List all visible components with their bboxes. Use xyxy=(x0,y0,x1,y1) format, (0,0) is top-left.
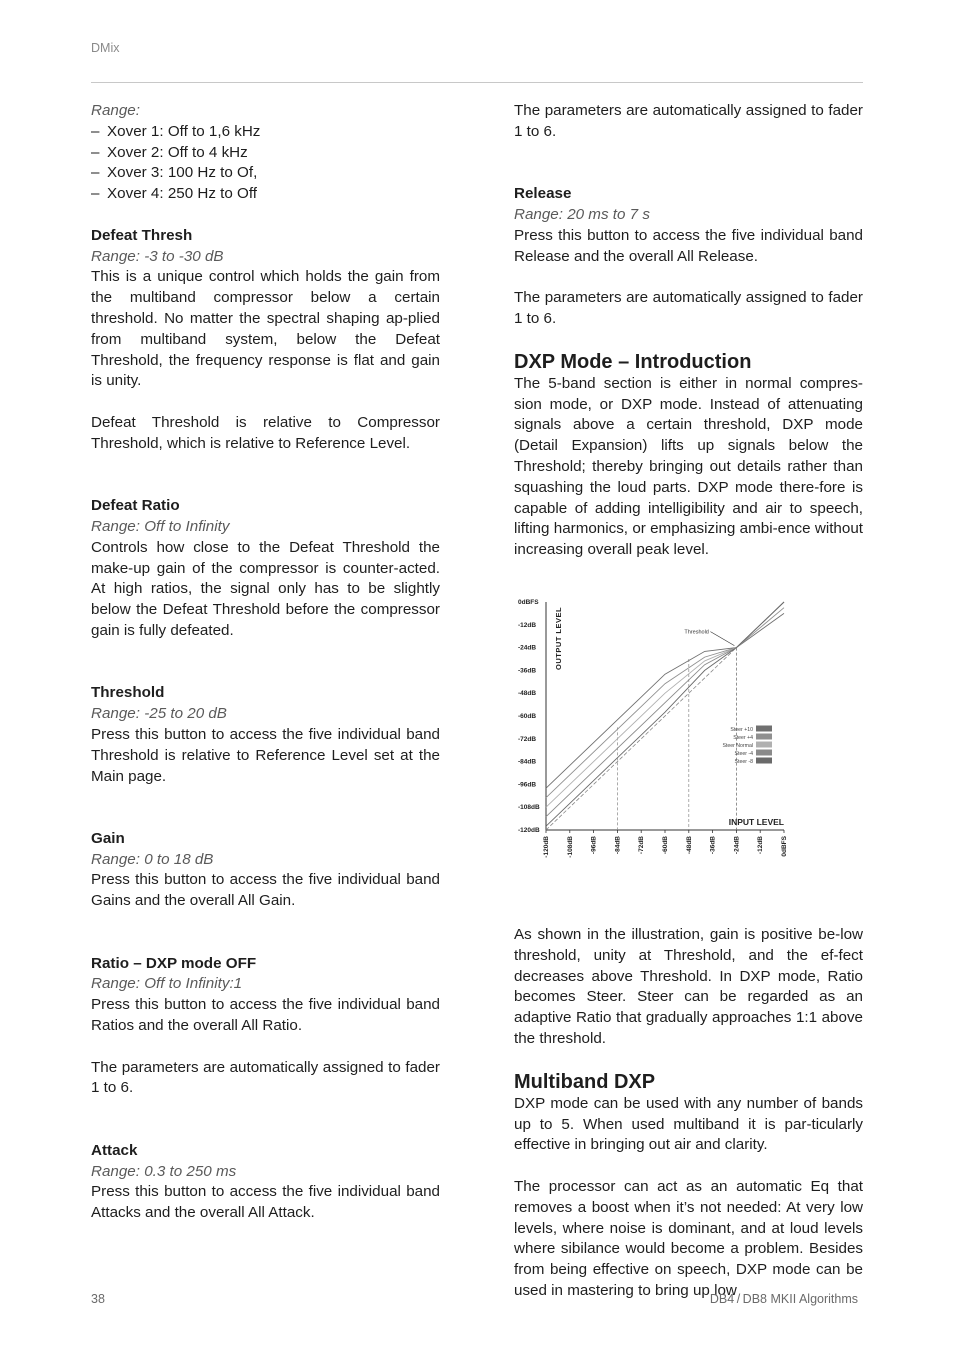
x-tick-label: -48dB xyxy=(685,835,693,854)
legend-label: Steer +4 xyxy=(733,734,753,741)
ratio-paragraph-2: The parameters are automatically assigned to fader 1 to 6. xyxy=(91,1058,440,1097)
release-paragraph: Press this button to access the five individual band Release and the overall All Release. xyxy=(514,226,863,265)
release-heading: Release xyxy=(514,185,572,203)
xover-list xyxy=(91,122,440,205)
dxp-intro-heading: DXP Mode – Introduction xyxy=(514,350,752,373)
threshold-annotation-arrow xyxy=(710,632,734,646)
xover-range-label: Range: xyxy=(91,102,140,119)
legend-swatch xyxy=(756,741,772,747)
y-tick-label: -120dB xyxy=(518,826,540,834)
list-item: – Xover 1: Off to 1,6 kHz xyxy=(91,122,261,140)
legend-swatch xyxy=(756,725,772,731)
x-tick-label: -96dB xyxy=(590,835,598,854)
legend-label: Steer -8 xyxy=(734,758,753,765)
footer-product: DB4 / DB8 MKII Algorithms xyxy=(709,1292,858,1306)
release-paragraph-2: The parameters are automatically assigned to fader 1 to 6. xyxy=(514,289,863,327)
gain-paragraph: Press this button to access the five individual band Gains and the overall All Gain. xyxy=(91,871,440,910)
x-tick-label: -60dB xyxy=(662,835,669,854)
series-line xyxy=(546,602,784,807)
threshold-range: Range: -25 to 20 dB xyxy=(91,705,227,723)
y-tick-label: -84dB xyxy=(518,758,537,766)
dxp-intro-paragraph: The 5-band section is either in normal compres-sion mode, or DXP mode. Instead of attenuating signals above a certain threshold, DXP mode (Detail Expansion) lifts up signals below the Threshold; thereby bringing out details rather than squashing the loud parts. DXP mode there-fore is capable of adding intelligibility and air to speech, lifting harmonics, or emphasizing ambi-ence without increasing overall peak level. xyxy=(514,374,863,559)
x-tick-label: -120dB xyxy=(543,835,550,858)
attack-range: Range: 0.3 to 250 ms xyxy=(91,1162,237,1180)
defeat-ratio-range: Range: Off to Infinity xyxy=(91,517,230,535)
multiband-paragraph: DXP mode can be used with any number of bands up to 5. When used multiband it is par-ticularly effective in bringing out air and clarity. xyxy=(514,1094,863,1154)
y-tick-label: -24dB xyxy=(518,644,537,652)
threshold-heading: Threshold xyxy=(91,684,165,702)
ratio-heading: Ratio – DXP mode OFF xyxy=(91,954,257,972)
list-item: – Xover 3: 100 Hz to Of, xyxy=(91,164,258,182)
threshold-annotation: Threshold xyxy=(684,629,709,636)
y-tick-label: -96dB xyxy=(518,781,537,789)
x-axis-label: INPUT LEVEL xyxy=(728,816,784,827)
legend-swatch xyxy=(756,757,772,763)
defeat-ratio-paragraph: Controls how close to the Defeat Threshold the make-up gain of the compressor is counter-acted. At high ratios, the signal only has to be slightly below the Defeat Threshold before the compressor gain is fully defeated. xyxy=(91,538,440,639)
legend-label: Steer -4 xyxy=(734,750,753,757)
x-tick-label: -36dB xyxy=(709,835,717,854)
header-rule xyxy=(91,82,863,83)
release-range: Range: 20 ms to 7 s xyxy=(514,205,650,223)
series-line xyxy=(546,602,784,817)
x-tick-label: -12dB xyxy=(757,835,765,854)
multiband-heading: Multiband DXP xyxy=(514,1070,656,1093)
x-tick-label: -108dB xyxy=(566,835,574,858)
y-tick-label: -48dB xyxy=(518,690,537,698)
y-tick-label: -108dB xyxy=(518,804,540,812)
y-tick-label: -12dB xyxy=(518,621,537,629)
x-tick-label: -84dB xyxy=(614,835,622,854)
after-chart-paragraph: As shown in the illustration, gain is positive be-low threshold, unity at Threshold, and the ef-fect decreases above Threshold. In DXP mode, Ratio becomes Steer. Steer can be regarded as an adaptive Ratio that gradually approaches 1:1 above the threshold. xyxy=(514,925,863,1047)
left-column xyxy=(91,101,440,1224)
ratio-paragraph: Press this button to access the five individual band Ratios and the overall All Ratio. xyxy=(91,996,440,1035)
legend-label: Steer +10 xyxy=(730,726,753,733)
attack-heading: Attack xyxy=(91,1141,138,1159)
page-header: DMix xyxy=(91,41,120,55)
y-axis-label: OUTPUT LEVEL xyxy=(554,606,563,670)
legend-swatch xyxy=(756,733,772,739)
defeat-thresh-paragraph: This is a unique control which holds the gain from the multiband compressor below a certain threshold. No matter the spectral shaping ap-plied from multiband system, below the Defeat Threshold, the frequency response is flat and gain is unity. xyxy=(91,268,440,390)
x-tick-label: 0dBFS xyxy=(781,835,788,857)
multiband-paragraph-2: The processor can act as an automatic Eq that removes a boost when it’s not needed: At very low levels, where noise is dominant, and at loud levels where sibilance would become a problem. Besides from being effective on speech, DXP mode can be used in mastering to bring up low xyxy=(514,1177,863,1299)
legend-swatch xyxy=(756,749,772,755)
dxp-chart xyxy=(514,595,863,895)
legend-label: Steer Normal xyxy=(722,742,753,749)
threshold-paragraph: Press this button to access the five individual band Threshold is relative to Reference Level set at the Main page. xyxy=(91,725,440,785)
x-tick-label: -24dB xyxy=(733,835,741,854)
gain-heading: Gain xyxy=(91,829,125,847)
defeat-thresh-heading: Defeat Thresh xyxy=(91,226,193,244)
right-column xyxy=(514,101,863,1302)
list-item: – Xover 4: 250 Hz to Off xyxy=(91,185,258,203)
ratio-range: Range: Off to Infinity:1 xyxy=(91,975,243,993)
y-tick-label: -36dB xyxy=(518,667,537,675)
defeat-ratio-heading: Defeat Ratio xyxy=(91,497,180,515)
x-tick-label: -72dB xyxy=(638,835,646,854)
dxp-chart-svg xyxy=(514,595,863,895)
y-tick-label: -60dB xyxy=(518,712,537,720)
y-tick-label: -72dB xyxy=(518,735,537,743)
fader-paragraph: The parameters are automatically assigned to fader 1 to 6. xyxy=(514,102,863,140)
series-line xyxy=(546,602,784,826)
list-item: – Xover 2: Off to 4 kHz xyxy=(91,143,248,161)
defeat-thresh-paragraph-2: Defeat Threshold is relative to Compressor Threshold, which is relative to Reference Level. xyxy=(91,413,440,452)
defeat-thresh-range: Range: -3 to -30 dB xyxy=(91,247,224,265)
gain-range: Range: 0 to 18 dB xyxy=(91,850,214,868)
y-tick-label: 0dBFS xyxy=(518,598,539,606)
attack-paragraph: Press this button to access the five individual band Attacks and the overall All Attack. xyxy=(91,1183,440,1222)
page-number: 38 xyxy=(91,1292,105,1306)
